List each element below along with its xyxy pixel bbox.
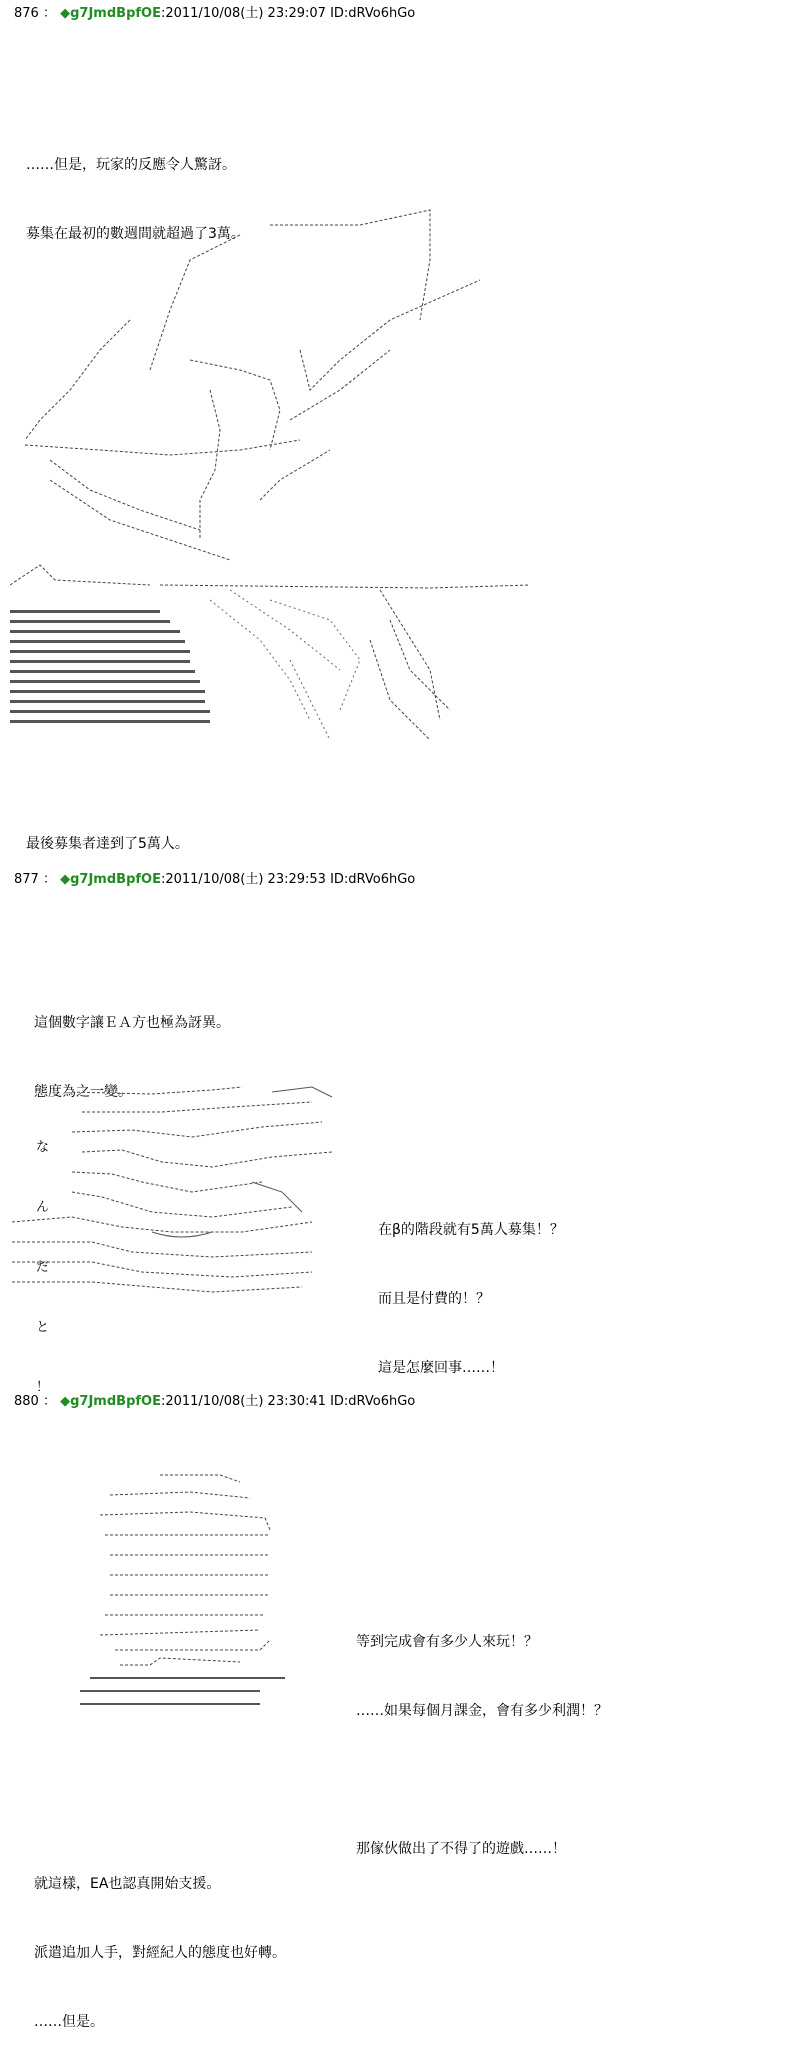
vertical-exclamation: な ん だ と ！ <box>36 1140 50 1395</box>
post-number: 880 <box>14 1394 39 1409</box>
post-880-speech <box>356 1585 608 1884</box>
ascii-art-figure-thinking <box>70 1470 300 1710</box>
text-line: 這個數字讓ＥＡ方也極為訝異。 <box>34 1015 230 1031</box>
post-separator: ： <box>42 872 56 887</box>
speech-line: 等到完成會有多少人來玩！？ <box>356 1634 538 1650</box>
post-880-outro <box>34 1827 286 2057</box>
text-line: 募集在最初的數週間就超過了3萬。 <box>26 226 245 242</box>
speech-line: 這是怎麼回事……！ <box>378 1360 504 1376</box>
post-877-speech <box>378 1173 564 1403</box>
text-line: 就這樣，EA也認真開始支援。 <box>34 1876 221 1892</box>
text-line: 態度為之一變。 <box>34 1084 132 1100</box>
post-header-877 <box>14 872 415 888</box>
speech-line: 在β的階段就有5萬人募集！？ <box>378 1222 564 1238</box>
speech-line: ……如果每個月課金，會有多少利潤！？ <box>356 1703 608 1719</box>
post-separator: ： <box>42 6 56 21</box>
text-line: 派遣追加人手，對經紀人的態度也好轉。 <box>34 1945 286 1961</box>
text-line: ……但是，玩家的反應令人驚訝。 <box>26 157 236 173</box>
speech-line: 而且是付費的！？ <box>378 1291 490 1307</box>
post-header-876 <box>14 6 415 22</box>
post-datetime-id: :2011/10/08(土) 23:29:07 ID:dRVo6hGo <box>160 6 416 21</box>
poster-trip[interactable]: ◆g7JmdBpfOE <box>60 872 161 887</box>
ascii-art-figure-shocked <box>12 1082 342 1302</box>
post-number: 877 <box>14 872 39 887</box>
text-line: ……但是。 <box>34 2014 104 2030</box>
ascii-art-figure-hat <box>10 200 530 760</box>
poster-trip[interactable]: ◆g7JmdBpfOE <box>60 6 161 21</box>
post-datetime-id: :2011/10/08(土) 23:29:53 ID:dRVo6hGo <box>160 872 416 887</box>
speech-line <box>356 1769 608 1792</box>
poster-trip[interactable]: ◆g7JmdBpfOE <box>60 1394 161 1409</box>
speech-line: 那傢伙做出了不得了的遊戲……！ <box>356 1841 566 1857</box>
text-line: 最後募集者達到了5萬人。 <box>26 836 189 852</box>
post-separator: ： <box>42 1394 56 1409</box>
post-number: 876 <box>14 6 39 21</box>
post-header-880 <box>14 1394 415 1410</box>
post-datetime-id: :2011/10/08(土) 23:30:41 ID:dRVo6hGo <box>160 1394 416 1409</box>
post-876-outro <box>26 787 189 879</box>
